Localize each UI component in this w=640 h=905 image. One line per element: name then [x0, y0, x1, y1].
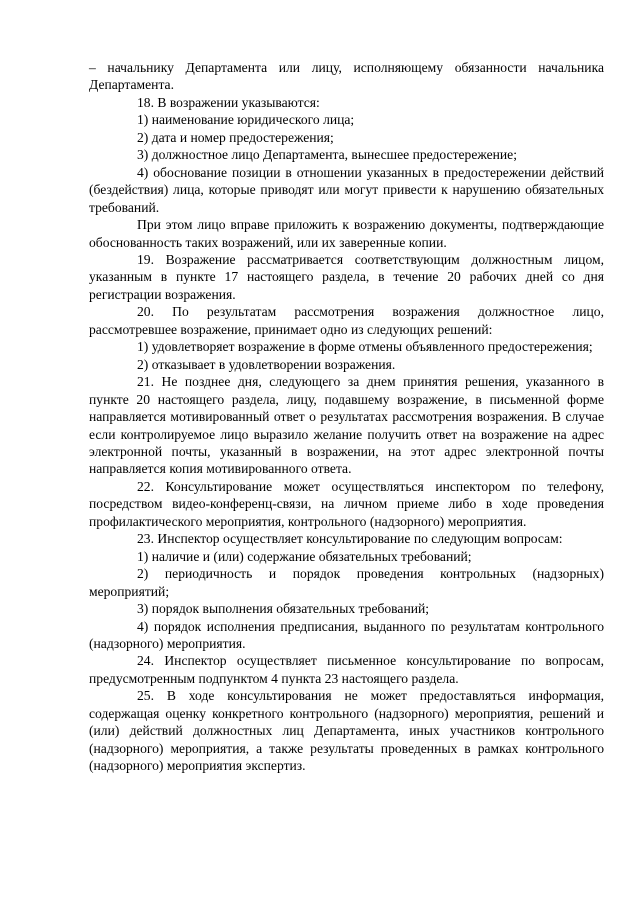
paragraph-item-24: 24. Инспектор осуществляет письменное консультирование по вопросам, предусмотренным подпунктом 4 пункта 23 настоящего раздела.: [89, 653, 604, 686]
paragraph-item-18: 18. В возражении указываются:: [137, 94, 320, 110]
document-page: [89, 59, 604, 775]
paragraph-item-25: 25. В ходе консультирования не может предоставляться информация, содержащая оценку конкретного контрольного (надзорного) мероприятия, решений и (или) действий должностных лиц Департамента, иных участников контрольного (надзорного) мероприятия, а также результаты проведенных в рамках контрольного (надзорного) мероприятия экспертиз.: [89, 688, 604, 774]
paragraph-item-20: 20. По результатам рассмотрения возражения должностное лицо, рассмотревшее возражение, принимает одно из следующих решений:: [89, 304, 604, 337]
paragraph-item-22: 22. Консультирование может осуществляться инспектором по телефону, посредством видео-конференц-связи, на личном приеме либо в ходе проведения профилактического мероприятия, контрольного (надзорного) мероприятия.: [89, 478, 604, 529]
paragraph-item-23-2: 2) периодичность и порядок проведения контрольных (надзорных) мероприятий;: [89, 566, 604, 599]
paragraph-item-20-1: 1) удовлетворяет возражение в форме отмены объявленного предостережения;: [137, 339, 593, 355]
paragraph-item-18-4: 4) обоснование позиции в отношении указанных в предостережении действий (бездействия) лица, которые приводят или могут привести к нарушению обязательных требований.: [89, 164, 604, 215]
paragraph-item-18-1: 1) наименование юридического лица;: [137, 112, 355, 128]
paragraph-attachments: При этом лицо вправе приложить к возражению документы, подтверждающие обоснованность таких возражений, или их заверенные копии.: [89, 217, 604, 250]
paragraph-item-23-3: 3) порядок выполнения обязательных требований;: [137, 601, 430, 617]
paragraph-item-20-2: 2) отказывает в удовлетворении возражения.: [137, 356, 396, 372]
paragraph-item-23-4: 4) порядок исполнения предписания, выданного по результатам контрольного (надзорного) мероприятия.: [89, 618, 604, 651]
paragraph-item-21: 21. Не позднее дня, следующего за днем принятия решения, указанного в пункте 20 настоящего раздела, лицу, подавшему возражение, в письменной форме направляется мотивированный ответ о результатах рассмотрения возражения. В случае если контролируемое лицо выразило желание получить ответ на возражение на адрес электронной почты, указанный в возражении, на этот адрес электронной почты направляется копия мотивированного ответа.: [89, 374, 604, 477]
paragraph-item-23-1: 1) наличие и (или) содержание обязательных требований;: [137, 548, 472, 564]
paragraph-item-18-2: 2) дата и номер предостережения;: [137, 129, 334, 145]
paragraph-continuation: – начальнику Департамента или лицу, исполняющему обязанности начальника Департамента.: [89, 60, 604, 93]
paragraph-item-23: 23. Инспектор осуществляет консультирование по следующим вопросам:: [137, 531, 563, 547]
paragraph-item-18-3: 3) должностное лицо Департамента, вынесшее предостережение;: [137, 147, 517, 163]
paragraph-item-19: 19. Возражение рассматривается соответствующим должностным лицом, указанным в пункте 17 настоящего раздела, в течение 20 рабочих дней со дня регистрации возражения.: [89, 251, 604, 302]
